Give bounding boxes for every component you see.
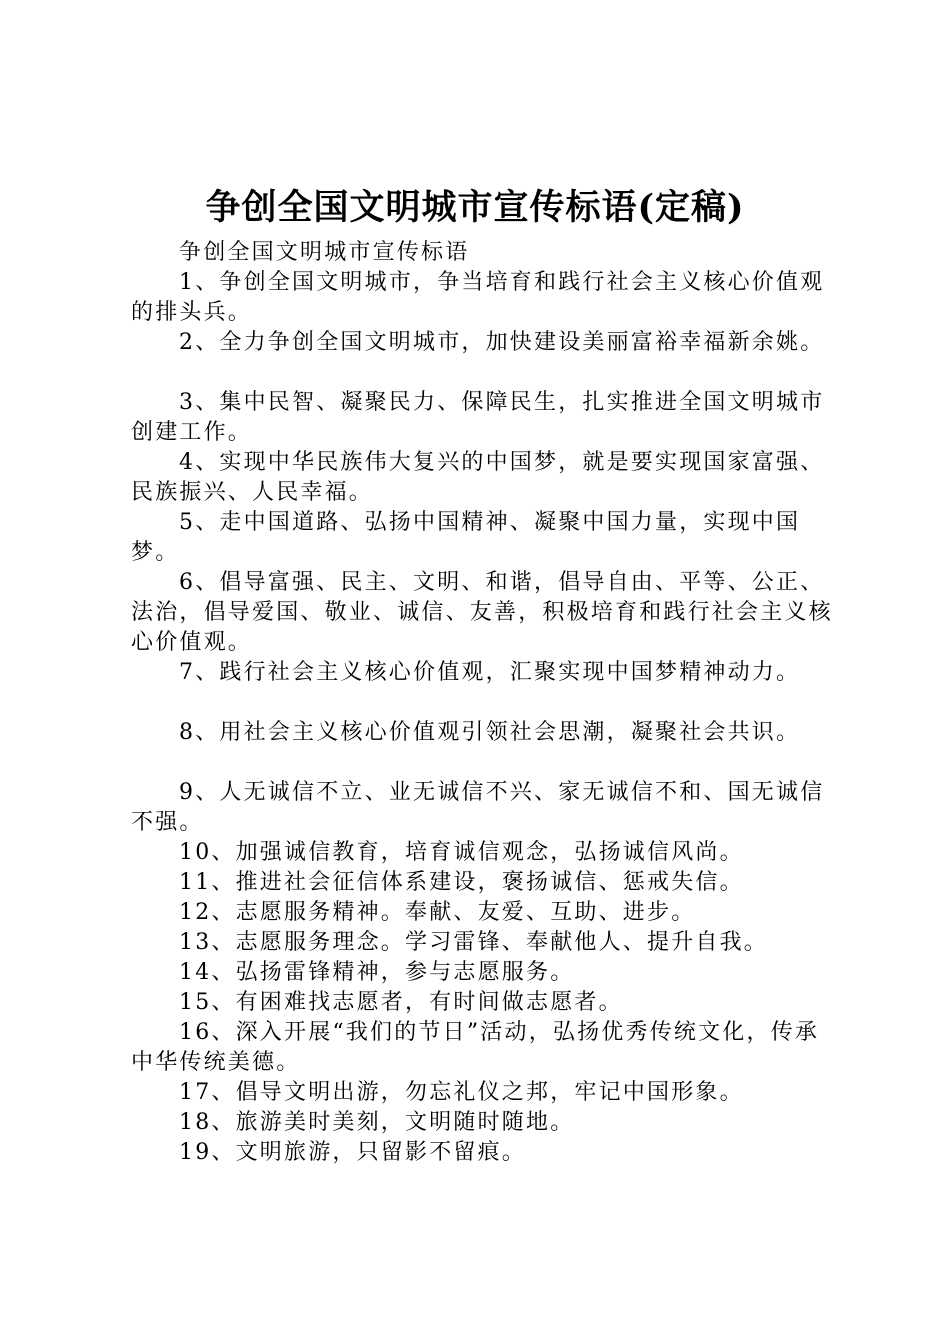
slogan-item: 4、实现中华民族伟大复兴的中国梦，就是要实现国家富强、民族振兴、人民幸福。 — [131, 450, 825, 505]
slogan-item: 17、倡导文明出游，勿忘礼仪之邦，牢记中国形象。 — [179, 1080, 744, 1105]
document-subtitle: 争创全国文明城市宣传标语 — [179, 240, 470, 265]
slogan-item: 15、有困难找志愿者，有时间做志愿者。 — [179, 990, 623, 1015]
document-body — [131, 238, 843, 1168]
slogan-item: 14、弘扬雷锋精神，参与志愿服务。 — [179, 960, 575, 985]
slogan-item: 1、争创全国文明城市，争当培育和践行社会主义核心价值观的排头兵。 — [131, 270, 825, 325]
slogan-item: 13、志愿服务理念。学习雷锋、奉献他人、提升自我。 — [179, 930, 768, 955]
slogan-item: 2、全力争创全国文明城市，加快建设美丽富裕幸福新余姚。 — [179, 330, 825, 355]
slogan-item: 8、用社会主义核心价值观引领社会思潮，凝聚社会共识。 — [179, 720, 801, 745]
slogan-item: 12、志愿服务精神。奉献、友爱、互助、进步。 — [179, 900, 696, 925]
slogan-item: 3、集中民智、凝聚民力、保障民生，扎实推进全国文明城市创建工作。 — [131, 390, 825, 445]
slogan-item: 11、推进社会征信体系建设，褒扬诚信、惩戒失信。 — [179, 870, 744, 895]
slogan-item: 10、加强诚信教育，培育诚信观念，弘扬诚信风尚。 — [179, 840, 744, 865]
slogan-item: 6、倡导富强、民主、文明、和谐，倡导自由、平等、公正、法治，倡导爱国、敬业、诚信、友善，积极培育和践行社会主义核心价值观。 — [131, 570, 833, 655]
slogan-item: 9、人无诚信不立、业无诚信不兴、家无诚信不和、国无诚信不强。 — [131, 780, 825, 835]
slogan-item: 16、深入开展“我们的节日”活动，弘扬优秀传统文化，传承中华传统美德。 — [131, 1020, 820, 1075]
document-title: 争创全国文明城市宣传标语(定稿) — [205, 187, 745, 228]
slogan-item: 19、文明旅游，只留影不留痕。 — [179, 1140, 526, 1165]
slogan-item: 5、走中国道路、弘扬中国精神、凝聚中国力量，实现中国梦。 — [131, 510, 801, 565]
slogan-item: 7、践行社会主义核心价值观，汇聚实现中国梦精神动力。 — [179, 660, 801, 685]
slogan-item: 18、旅游美时美刻，文明随时随地。 — [179, 1110, 575, 1135]
